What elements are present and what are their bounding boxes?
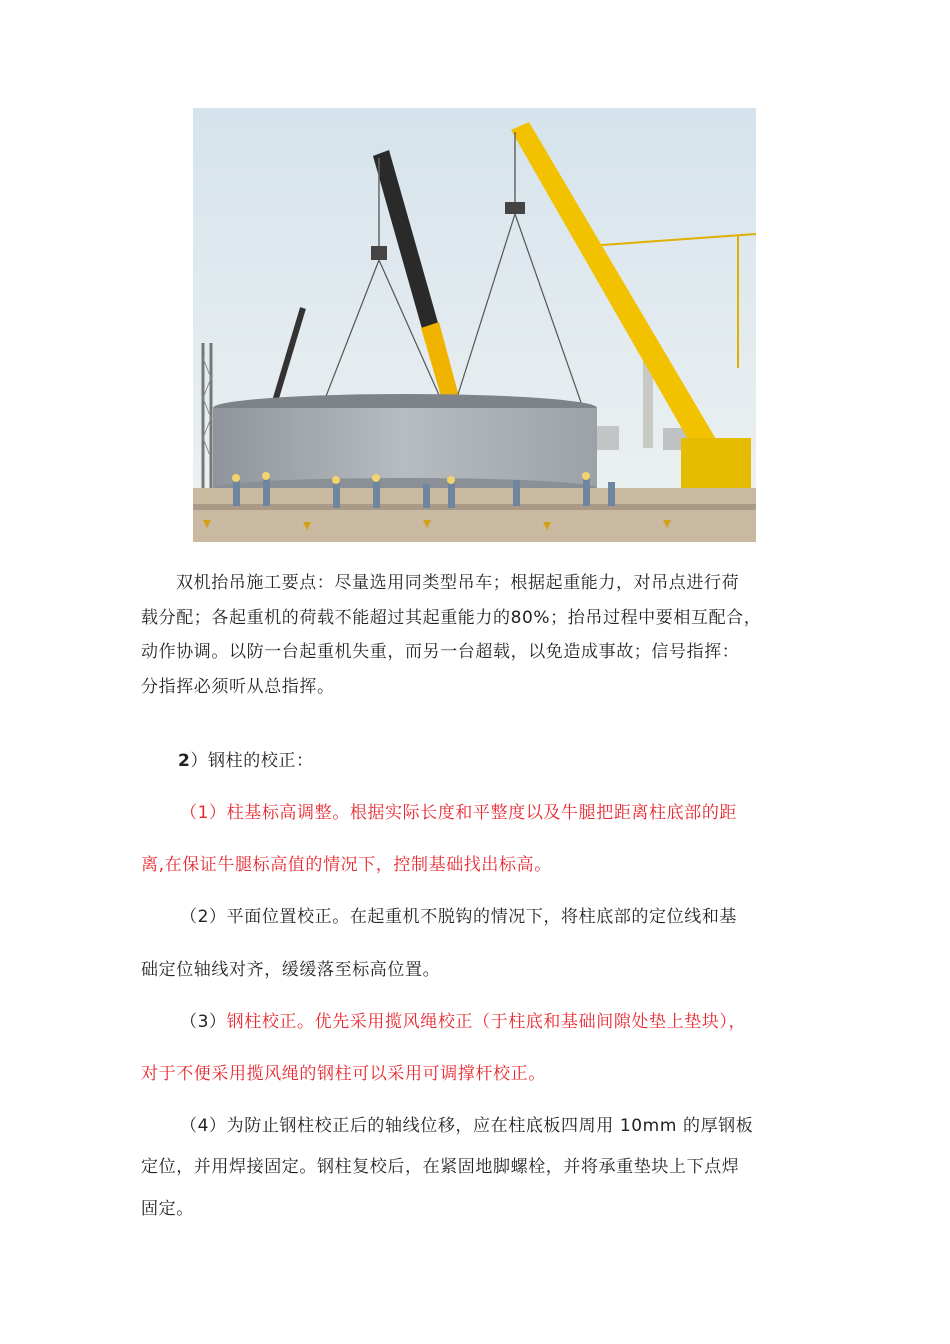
intro-line: 分指挥必须听从总指挥。 xyxy=(141,676,335,697)
section-heading xyxy=(178,746,314,771)
step-4-line-3: 固定。 xyxy=(141,1199,194,1219)
intro-paragraph xyxy=(141,566,819,704)
step-4-line-2: 定位，并用焊接固定。钢柱复校后，在紧固地脚螺栓，并将承重垫块上下点焊 xyxy=(141,1157,740,1177)
section-title: ）钢柱的校正： xyxy=(190,751,314,771)
crane-lifting-photo xyxy=(193,108,756,542)
step-3-line-1 xyxy=(180,1007,746,1032)
step-1-line-2: 离,在保证牛腿标高值的情况下，控制基础找出标高。 xyxy=(141,855,552,875)
step-1-line-1 xyxy=(180,798,737,823)
step-marker: （2） xyxy=(180,907,227,927)
step-2-line-2: 础定位轴线对齐，缓缓落至标高位置。 xyxy=(141,960,441,980)
section-number: 2 xyxy=(178,751,191,771)
step-marker: （1） xyxy=(180,803,227,823)
step-text: 钢柱校正。优先采用揽风绳校正（于柱底和基础间隙处垫上垫块）， xyxy=(226,1012,747,1032)
step-2-line-1 xyxy=(180,902,737,927)
step-text: 平面位置校正。在起重机不脱钩的情况下，将柱底部的定位线和基 xyxy=(226,907,738,927)
step-text: 为防止钢柱校正后的轴线位移，应在柱底板四周用 10mm 的厚钢板 xyxy=(226,1116,754,1136)
step-text: 柱基标高调整。根据实际长度和平整度以及牛腿把距离柱底部的距 xyxy=(226,803,738,823)
step-4-line-1 xyxy=(180,1111,753,1136)
step-marker: （4） xyxy=(180,1116,227,1136)
intro-line: 载分配；各起重机的荷载不能超过其起重能力的80%；抬吊过程中要相互配合， xyxy=(141,607,762,628)
intro-line: 双机抬吊施工要点：尽量选用同类型吊车；根据起重能力，对吊点进行荷 xyxy=(176,573,740,593)
step-marker: （3） xyxy=(180,1012,227,1032)
step-3-line-2: 对于不便采用揽风绳的钢柱可以采用可调撑杆校正。 xyxy=(141,1064,546,1084)
intro-line: 动作协调。以防一台起重机失重，而另一台超载，以免造成事故；信号指挥： xyxy=(141,642,740,662)
